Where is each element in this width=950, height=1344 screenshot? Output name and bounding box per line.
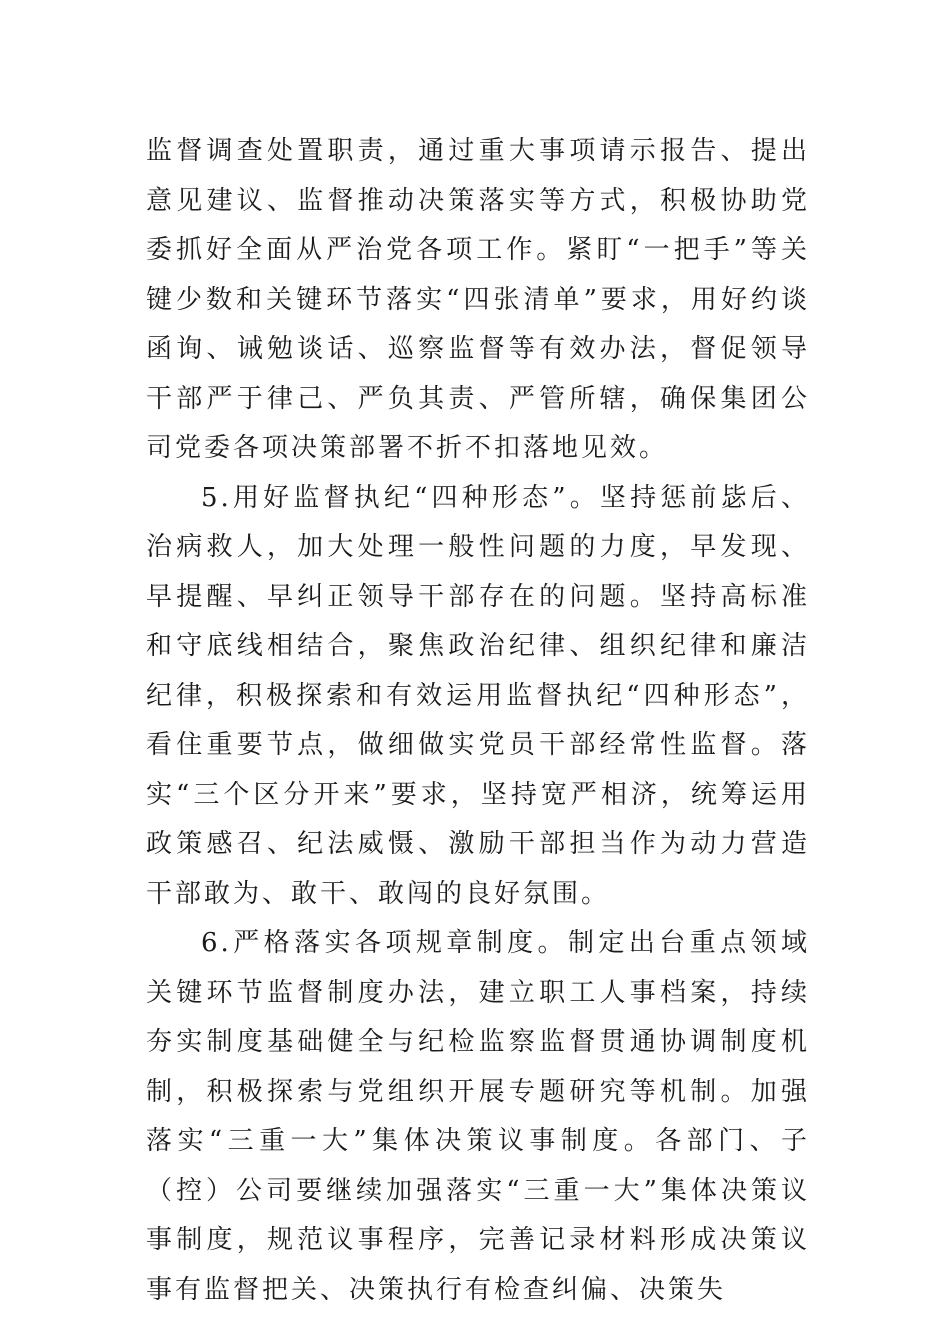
- paragraph-item-6-regulations: 6.严格落实各项规章制度。制定出台重点领域关键环节监督制度办法，建立职工人事档案，持续夯实制度基础健全与纪检监察监督贯通协调制度机制，积极探索与党组织开展专题研究等机制。加强落实“三重一大”集体决策议事制度。各部门、子（控）公司要继续加强落实“三重一大”集体决策议事制度，规范议事程序，完善记录材料形成决策议事有监督把关、决策执行有检查纠偏、决策失: [146, 928, 810, 1305]
- document-body: [146, 127, 810, 1315]
- paragraph-supervision-duties: 监督调查处置职责，通过重大事项请示报告、提出意见建议、监督推动决策落实等方式，积极协助党委抓好全面从严治党各项工作。紧盯“一把手”等关键少数和关键环节落实“四张清单”要求，用好约谈函询、诫勉谈话、巡察监督等有效办法，督促领导干部严于律己、严负其责、严管所辖，确保集团公司党委各项决策部署不折不扣落地见效。: [146, 136, 810, 463]
- paragraph-item-5-four-forms: 5.用好监督执纪“四种形态”。坚持惩前毖后、治病救人，加大处理一般性问题的力度，早发现、早提醒、早纠正领导干部存在的问题。坚持高标准和守底线相结合，聚焦政治纪律、组织纪律和廉洁纪律，积极探索和有效运用监督执纪“四种形态”，看住重要节点，做细做实党员干部经常性监督。落实“三个区分开来”要求，坚持宽严相济，统筹运用政策感召、纪法威慑、激励干部担当作为动力营造干部敢为、敢干、敢闯的良好氛围。: [146, 482, 810, 909]
